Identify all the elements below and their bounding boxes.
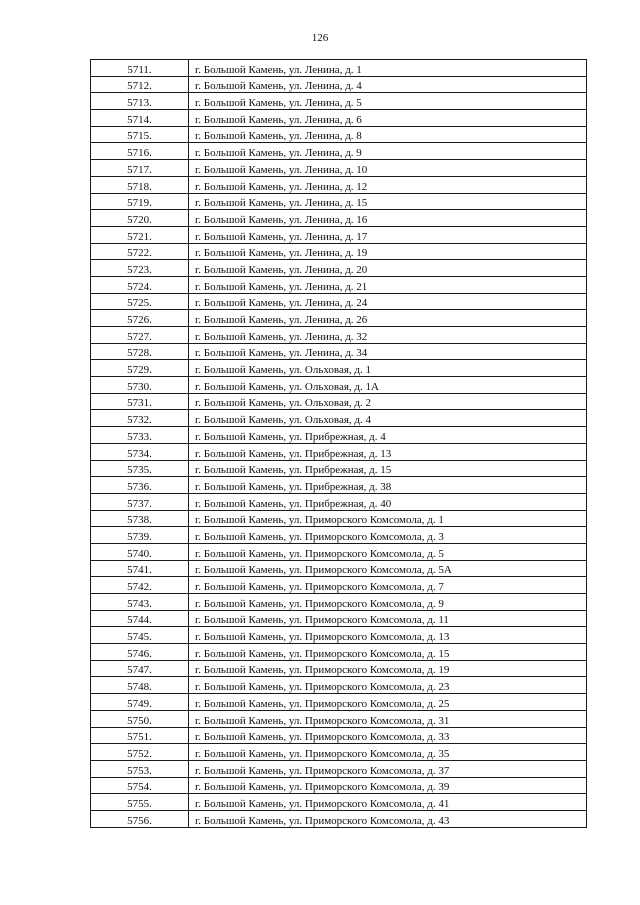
table-row bbox=[91, 460, 587, 477]
row-number-cell: 5726. bbox=[91, 310, 189, 327]
row-number-cell: 5743. bbox=[91, 594, 189, 611]
table-row bbox=[91, 794, 587, 811]
address-cell: г. Большой Камень, ул. Прибрежная, д. 15 bbox=[189, 460, 587, 477]
row-number-cell: 5748. bbox=[91, 677, 189, 694]
table-row bbox=[91, 310, 587, 327]
row-number-cell: 5749. bbox=[91, 694, 189, 711]
table-row bbox=[91, 694, 587, 711]
address-cell: г. Большой Камень, ул. Прибрежная, д. 40 bbox=[189, 493, 587, 510]
table-row bbox=[91, 110, 587, 127]
table-row bbox=[91, 377, 587, 394]
row-number-cell: 5730. bbox=[91, 377, 189, 394]
row-number-cell: 5744. bbox=[91, 610, 189, 627]
table-row bbox=[91, 810, 587, 827]
address-cell: г. Большой Камень, ул. Приморского Комсомола, д. 31 bbox=[189, 710, 587, 727]
row-number-cell: 5735. bbox=[91, 460, 189, 477]
row-number-cell: 5737. bbox=[91, 493, 189, 510]
table-row bbox=[91, 210, 587, 227]
table-row bbox=[91, 627, 587, 644]
row-number-cell: 5716. bbox=[91, 143, 189, 160]
address-cell: г. Большой Камень, ул. Приморского Комсомола, д. 19 bbox=[189, 660, 587, 677]
row-number-cell: 5741. bbox=[91, 560, 189, 577]
row-number-cell: 5739. bbox=[91, 527, 189, 544]
address-cell: г. Большой Камень, ул. Ленина, д. 34 bbox=[189, 343, 587, 360]
row-number-cell: 5750. bbox=[91, 710, 189, 727]
table-row bbox=[91, 193, 587, 210]
row-number-cell: 5729. bbox=[91, 360, 189, 377]
address-cell: г. Большой Камень, ул. Ленина, д. 6 bbox=[189, 110, 587, 127]
table-row bbox=[91, 477, 587, 494]
table-row bbox=[91, 560, 587, 577]
table-row bbox=[91, 744, 587, 761]
table-row bbox=[91, 594, 587, 611]
row-number-cell: 5742. bbox=[91, 577, 189, 594]
table-row bbox=[91, 143, 587, 160]
row-number-cell: 5713. bbox=[91, 93, 189, 110]
address-cell: г. Большой Камень, ул. Приморского Комсомола, д. 35 bbox=[189, 744, 587, 761]
table-row bbox=[91, 677, 587, 694]
table-row bbox=[91, 610, 587, 627]
table-row bbox=[91, 126, 587, 143]
row-number-cell: 5711. bbox=[91, 60, 189, 77]
table-row bbox=[91, 727, 587, 744]
address-cell: г. Большой Камень, ул. Приморского Комсомола, д. 43 bbox=[189, 810, 587, 827]
table-row bbox=[91, 510, 587, 527]
table-row bbox=[91, 493, 587, 510]
table-row bbox=[91, 243, 587, 260]
row-number-cell: 5719. bbox=[91, 193, 189, 210]
table-row bbox=[91, 710, 587, 727]
address-cell: г. Большой Камень, ул. Ленина, д. 32 bbox=[189, 327, 587, 344]
table-row bbox=[91, 543, 587, 560]
row-number-cell: 5731. bbox=[91, 393, 189, 410]
table-row bbox=[91, 527, 587, 544]
table-row bbox=[91, 577, 587, 594]
row-number-cell: 5746. bbox=[91, 644, 189, 661]
address-cell: г. Большой Камень, ул. Ленина, д. 16 bbox=[189, 210, 587, 227]
address-cell: г. Большой Камень, ул. Приморского Комсомола, д. 5 bbox=[189, 543, 587, 560]
row-number-cell: 5753. bbox=[91, 760, 189, 777]
table-row bbox=[91, 293, 587, 310]
address-cell: г. Большой Камень, ул. Ленина, д. 12 bbox=[189, 176, 587, 193]
address-cell: г. Большой Камень, ул. Приморского Комсомола, д. 1 bbox=[189, 510, 587, 527]
table-row bbox=[91, 427, 587, 444]
row-number-cell: 5721. bbox=[91, 226, 189, 243]
table-row bbox=[91, 660, 587, 677]
address-cell: г. Большой Камень, ул. Приморского Комсомола, д. 39 bbox=[189, 777, 587, 794]
address-cell: г. Большой Камень, ул. Приморского Комсомола, д. 15 bbox=[189, 644, 587, 661]
address-cell: г. Большой Камень, ул. Ленина, д. 5 bbox=[189, 93, 587, 110]
address-cell: г. Большой Камень, ул. Ленина, д. 21 bbox=[189, 276, 587, 293]
address-cell: г. Большой Камень, ул. Ленина, д. 10 bbox=[189, 160, 587, 177]
table-row bbox=[91, 226, 587, 243]
address-cell: г. Большой Камень, ул. Приморского Комсомола, д. 37 bbox=[189, 760, 587, 777]
address-cell: г. Большой Камень, ул. Прибрежная, д. 13 bbox=[189, 443, 587, 460]
row-number-cell: 5734. bbox=[91, 443, 189, 460]
row-number-cell: 5724. bbox=[91, 276, 189, 293]
address-cell: г. Большой Камень, ул. Ленина, д. 4 bbox=[189, 76, 587, 93]
address-table-body bbox=[91, 60, 587, 828]
row-number-cell: 5718. bbox=[91, 176, 189, 193]
table-row bbox=[91, 276, 587, 293]
table-row bbox=[91, 60, 587, 77]
address-cell: г. Большой Камень, ул. Ленина, д. 26 bbox=[189, 310, 587, 327]
address-cell: г. Большой Камень, ул. Приморского Комсомола, д. 9 bbox=[189, 594, 587, 611]
address-cell: г. Большой Камень, ул. Прибрежная, д. 4 bbox=[189, 427, 587, 444]
row-number-cell: 5736. bbox=[91, 477, 189, 494]
address-cell: г. Большой Камень, ул. Приморского Комсомола, д. 33 bbox=[189, 727, 587, 744]
row-number-cell: 5752. bbox=[91, 744, 189, 761]
row-number-cell: 5715. bbox=[91, 126, 189, 143]
row-number-cell: 5733. bbox=[91, 427, 189, 444]
address-table bbox=[90, 59, 587, 828]
address-cell: г. Большой Камень, ул. Ленина, д. 24 bbox=[189, 293, 587, 310]
address-cell: г. Большой Камень, ул. Ольховая, д. 4 bbox=[189, 410, 587, 427]
address-cell: г. Большой Камень, ул. Ленина, д. 8 bbox=[189, 126, 587, 143]
address-cell: г. Большой Камень, ул. Ольховая, д. 1А bbox=[189, 377, 587, 394]
row-number-cell: 5755. bbox=[91, 794, 189, 811]
address-cell: г. Большой Камень, ул. Ленина, д. 15 bbox=[189, 193, 587, 210]
row-number-cell: 5720. bbox=[91, 210, 189, 227]
table-row bbox=[91, 327, 587, 344]
table-row bbox=[91, 777, 587, 794]
table-row bbox=[91, 410, 587, 427]
table-row bbox=[91, 360, 587, 377]
row-number-cell: 5756. bbox=[91, 810, 189, 827]
row-number-cell: 5728. bbox=[91, 343, 189, 360]
row-number-cell: 5751. bbox=[91, 727, 189, 744]
row-number-cell: 5740. bbox=[91, 543, 189, 560]
row-number-cell: 5747. bbox=[91, 660, 189, 677]
address-cell: г. Большой Камень, ул. Приморского Комсомола, д. 5А bbox=[189, 560, 587, 577]
address-cell: г. Большой Камень, ул. Ленина, д. 17 bbox=[189, 226, 587, 243]
row-number-cell: 5722. bbox=[91, 243, 189, 260]
table-row bbox=[91, 644, 587, 661]
row-number-cell: 5754. bbox=[91, 777, 189, 794]
address-cell: г. Большой Камень, ул. Приморского Комсомола, д. 25 bbox=[189, 694, 587, 711]
row-number-cell: 5732. bbox=[91, 410, 189, 427]
table-row bbox=[91, 260, 587, 277]
row-number-cell: 5717. bbox=[91, 160, 189, 177]
table-row bbox=[91, 393, 587, 410]
address-cell: г. Большой Камень, ул. Приморского Комсомола, д. 41 bbox=[189, 794, 587, 811]
address-cell: г. Большой Камень, ул. Ленина, д. 1 bbox=[189, 60, 587, 77]
row-number-cell: 5712. bbox=[91, 76, 189, 93]
address-cell: г. Большой Камень, ул. Приморского Комсомола, д. 3 bbox=[189, 527, 587, 544]
address-cell: г. Большой Камень, ул. Ленина, д. 9 bbox=[189, 143, 587, 160]
address-cell: г. Большой Камень, ул. Приморского Комсомола, д. 13 bbox=[189, 627, 587, 644]
table-row bbox=[91, 443, 587, 460]
table-row bbox=[91, 76, 587, 93]
table-row bbox=[91, 760, 587, 777]
row-number-cell: 5745. bbox=[91, 627, 189, 644]
address-cell: г. Большой Камень, ул. Ольховая, д. 2 bbox=[189, 393, 587, 410]
address-cell: г. Большой Камень, ул. Приморского Комсомола, д. 23 bbox=[189, 677, 587, 694]
row-number-cell: 5727. bbox=[91, 327, 189, 344]
address-cell: г. Большой Камень, ул. Ленина, д. 20 bbox=[189, 260, 587, 277]
table-row bbox=[91, 160, 587, 177]
row-number-cell: 5714. bbox=[91, 110, 189, 127]
address-cell: г. Большой Камень, ул. Приморского Комсомола, д. 11 bbox=[189, 610, 587, 627]
table-row bbox=[91, 93, 587, 110]
address-cell: г. Большой Камень, ул. Ольховая, д. 1 bbox=[189, 360, 587, 377]
address-cell: г. Большой Камень, ул. Прибрежная, д. 38 bbox=[189, 477, 587, 494]
address-cell: г. Большой Камень, ул. Приморского Комсомола, д. 7 bbox=[189, 577, 587, 594]
row-number-cell: 5725. bbox=[91, 293, 189, 310]
row-number-cell: 5738. bbox=[91, 510, 189, 527]
row-number-cell: 5723. bbox=[91, 260, 189, 277]
table-row bbox=[91, 343, 587, 360]
address-cell: г. Большой Камень, ул. Ленина, д. 19 bbox=[189, 243, 587, 260]
page-number: 126 bbox=[311, 32, 329, 44]
table-row bbox=[91, 176, 587, 193]
